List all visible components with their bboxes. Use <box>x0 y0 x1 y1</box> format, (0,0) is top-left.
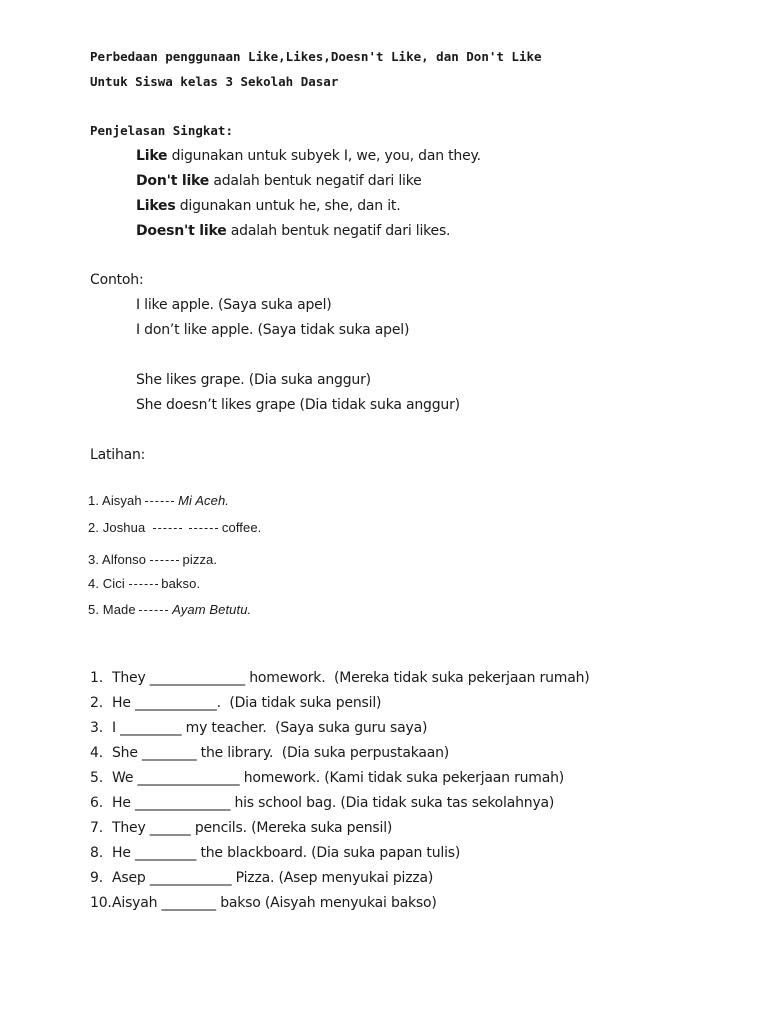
rule-text: digunakan untuk he, she, dan it. <box>175 198 401 214</box>
exercise-a-item <box>88 603 251 616</box>
exercise-b-item <box>90 896 437 910</box>
item-text: Aisyah ________ bakso (Aisyah menyukai bakso) <box>112 895 437 911</box>
rule-line <box>136 199 400 213</box>
item-text: They ______ pencils. (Mereka suka pensil) <box>112 820 393 836</box>
examples-label: Contoh: <box>90 272 144 288</box>
exercise-b-item <box>90 821 392 835</box>
item-text: He _________ the blackboard. (Dia suka papan tulis) <box>112 845 461 861</box>
exercise-b-item <box>90 746 449 760</box>
item-text: She ________ the library. (Dia suka perpustakaan) <box>112 745 450 761</box>
item-text: They ______________ homework. (Mereka tidak suka pekerjaan rumah) <box>112 670 590 686</box>
worksheet-subtitle: Untuk Siswa kelas 3 Sekolah Dasar <box>90 74 339 89</box>
item-number: 10. <box>90 895 112 911</box>
exercise-b-item <box>90 671 590 685</box>
rule-term: Doesn't like <box>136 223 227 239</box>
item-number: 5. <box>90 770 103 786</box>
item-text: We _______________ homework. (Kami tidak suka pekerjaan rumah) <box>112 770 565 786</box>
item-number: 4. <box>90 745 103 761</box>
practice-label: Latihan: <box>90 447 146 463</box>
rule-line <box>136 224 450 238</box>
rule-line <box>136 149 481 163</box>
item-subject: Made <box>102 602 136 617</box>
item-text: I _________ my teacher. (Saya suka guru saya) <box>112 720 428 736</box>
item-number: 2. <box>88 520 100 535</box>
example-sentence: She likes grape. (Dia suka anggur) <box>136 372 371 388</box>
exercise-b-item <box>90 871 433 885</box>
item-number: 2. <box>90 695 103 711</box>
rule-text: adalah bentuk negatif dari like <box>209 173 422 189</box>
item-object: Ayam Betutu. <box>172 602 252 617</box>
item-text: Asep ____________ Pizza. (Asep menyukai pizza) <box>112 870 434 886</box>
item-number: 4. <box>88 576 100 591</box>
answer-blank[interactable] <box>145 501 174 502</box>
item-text: He ______________ his school bag. (Dia tidak suka tas sekolahnya) <box>112 795 555 811</box>
example-sentence: I like apple. (Saya suka apel) <box>136 297 332 313</box>
exercise-b-item <box>90 846 460 860</box>
worksheet-title: Perbedaan penggunaan Like,Likes,Doesn't Like, dan Don't Like <box>90 49 542 64</box>
exercise-b-item <box>90 696 381 710</box>
item-rest: pizza. <box>178 552 218 567</box>
item-number: 1. <box>88 493 100 508</box>
item-object: Mi Aceh. <box>178 493 229 508</box>
rule-text: adalah bentuk negatif dari likes. <box>226 223 451 239</box>
rule-term: Don't like <box>136 173 210 189</box>
exercise-a-item <box>88 521 261 534</box>
exercise-b-item <box>90 721 427 735</box>
example-sentence: She doesn’t likes grape (Dia tidak suka anggur) <box>136 397 460 413</box>
exercise-b-item <box>90 796 554 810</box>
item-subject: Cici <box>102 576 125 591</box>
exercise-b-item <box>90 771 564 785</box>
item-subject: Alfonso <box>102 552 147 567</box>
item-subject: Joshua <box>102 520 146 535</box>
item-number: 3. <box>88 552 100 567</box>
section-heading-explanation: Penjelasan Singkat: <box>90 123 233 138</box>
answer-blank[interactable] <box>150 560 179 561</box>
item-subject: Aisyah <box>102 493 142 508</box>
exercise-a-item <box>88 553 217 566</box>
item-number: 5. <box>88 602 100 617</box>
answer-blank[interactable] <box>153 528 182 529</box>
item-number: 1. <box>90 670 103 686</box>
answer-blank[interactable] <box>189 528 218 529</box>
item-number: 7. <box>90 820 103 836</box>
item-number: 6. <box>90 795 103 811</box>
item-number: 3. <box>90 720 103 736</box>
exercise-a-item <box>88 577 200 590</box>
example-sentence: I don’t like apple. (Saya tidak suka apel) <box>136 322 410 338</box>
rule-line <box>136 174 422 188</box>
exercise-a-item <box>88 494 229 507</box>
answer-blank[interactable] <box>139 610 168 611</box>
answer-blank[interactable] <box>129 584 158 585</box>
item-number: 8. <box>90 845 103 861</box>
rule-term: Like <box>136 148 168 164</box>
rule-term: Likes <box>136 198 176 214</box>
item-rest: coffee. <box>218 520 262 535</box>
item-number: 9. <box>90 870 103 886</box>
item-text: He ____________. (Dia tidak suka pensil) <box>112 695 382 711</box>
rule-text: digunakan untuk subyek I, we, you, dan they. <box>167 148 481 164</box>
item-rest: bakso. <box>157 576 201 591</box>
